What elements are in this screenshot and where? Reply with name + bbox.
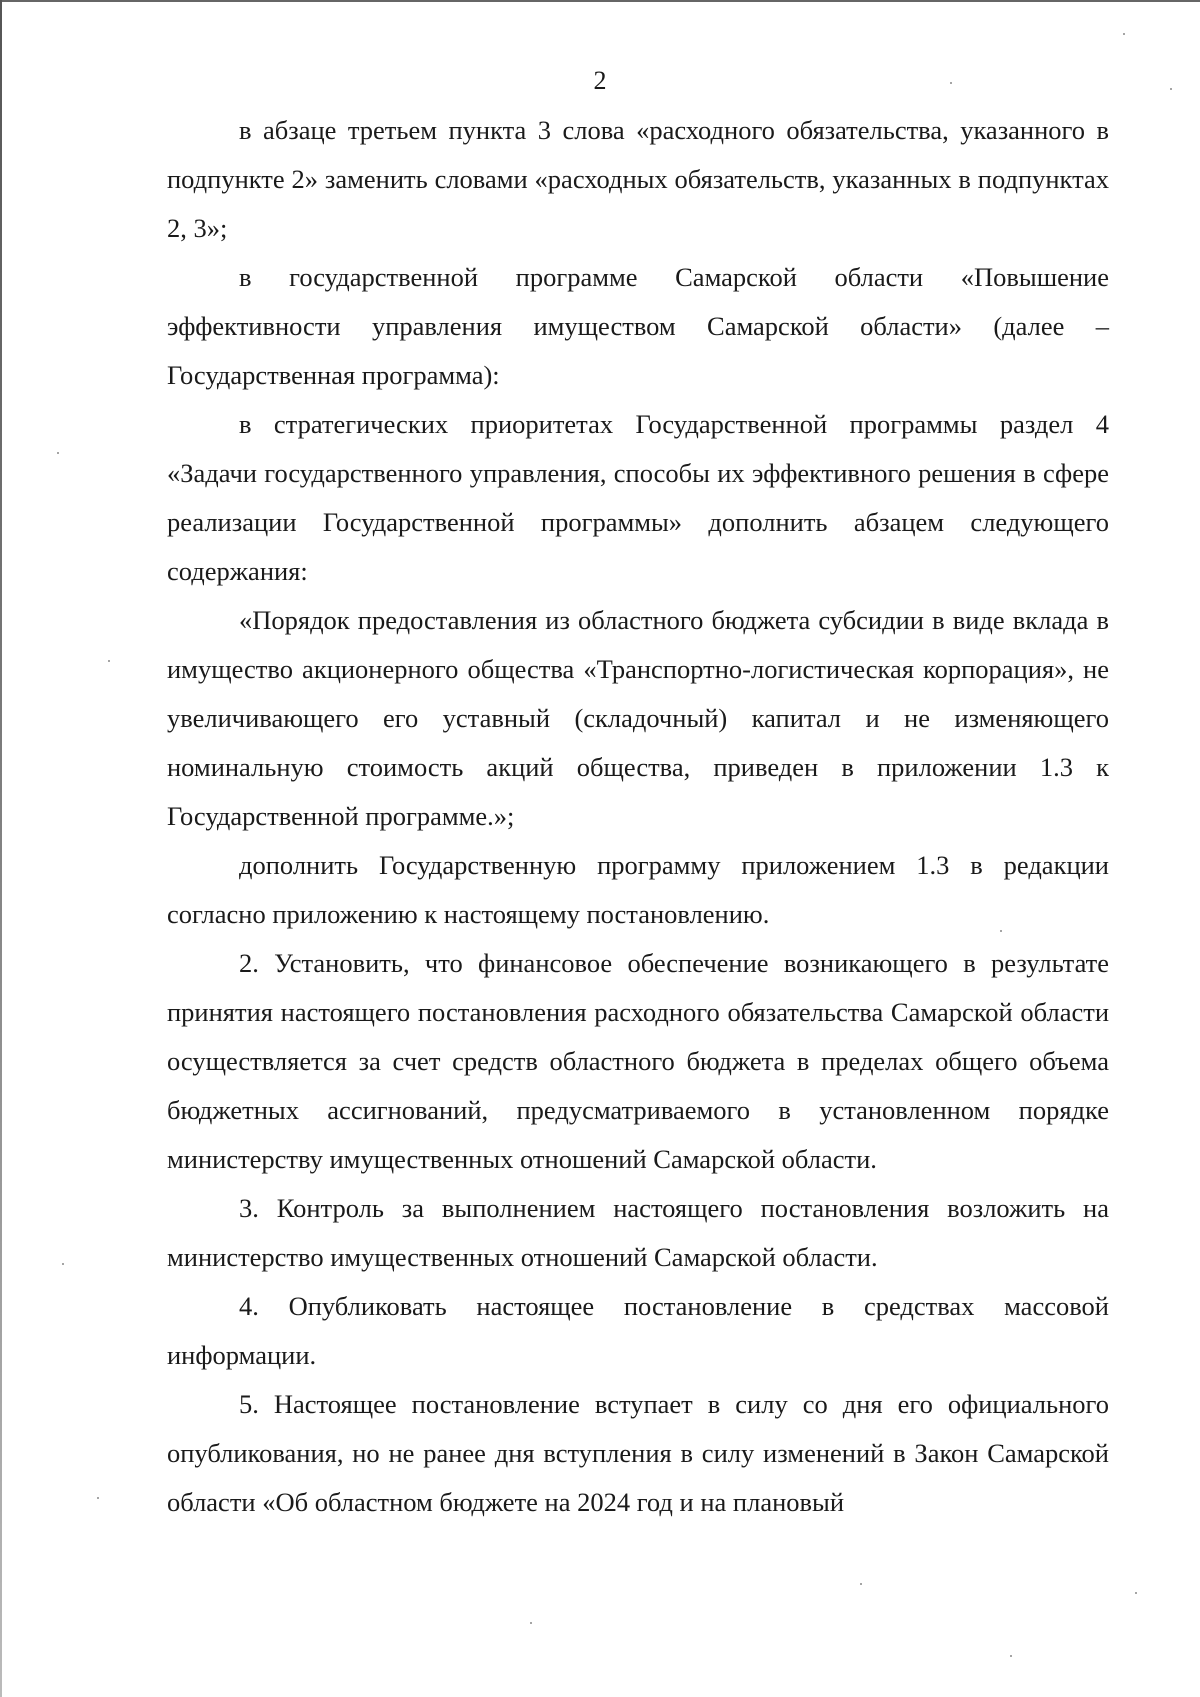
scan-speck [950,82,952,84]
scan-speck [860,1583,862,1585]
paragraph: в стратегических приоритетах Государственной программы раздел 4 «Задачи государственного управления, способы их эффективного решения в сфере реализации Государственной программы» дополнить абзацем следующего содержания: [167,409,1109,586]
paragraph: 4. Опубликовать настоящее постановление в средствах массовой информации. [167,1291,1109,1370]
paragraph: в абзаце третьем пункта 3 слова «расходного обязательства, указанного в подпункте 2» заменить словами «расходных обязательств, указанных в подпунктах 2, 3»; [167,115,1109,243]
scan-top-edge [0,0,1200,2]
page-number: 2 [593,66,607,95]
scan-speck [1170,88,1172,90]
scan-speck [1123,33,1125,35]
paragraph: 5. Настоящее постановление вступает в силу со дня его официального опубликования, но не ранее дня вступления в силу изменений в Закон Самарской области «Об областном бюджете на 2024 год и на плановый [167,1389,1109,1517]
paragraph: дополнить Государственную программу приложением 1.3 в редакции согласно приложению к настоящему постановлению. [167,850,1109,929]
scan-speck [57,452,59,454]
paragraph: в государственной программе Самарской области «Повышение эффективности управления имуществом Самарской области» (далее – Государственная программа): [167,262,1109,390]
scan-speck [1135,1592,1137,1594]
scan-speck [1000,930,1002,932]
paragraph: 3. Контроль за выполнением настоящего постановления возложить на министерство имущественных отношений Самарской области. [167,1193,1109,1272]
scan-left-edge [0,0,2,1697]
document-body [167,106,1109,1527]
scan-speck [62,1263,64,1265]
scan-speck [530,1622,532,1624]
scan-speck [108,660,110,662]
scan-speck [97,1497,99,1499]
paragraph: «Порядок предоставления из областного бюджета субсидии в виде вклада в имущество акционерного общества «Транспортно-логистическая корпорация», не увеличивающего его уставный (складочный) капитал и не изменяющего номинальную стоимость акций общества, приведен в приложении 1.3 к Государственной программе.»; [167,605,1109,831]
paragraph: 2. Установить, что финансовое обеспечение возникающего в результате принятия настоящего постановления расходного обязательства Самарской области осуществляется за счет средств областного бюджета в пределах общего объема бюджетных ассигнований, предусматриваемого в установленном порядке министерству имущественных отношений Самарской области. [167,948,1109,1174]
scan-speck [1010,1655,1012,1657]
